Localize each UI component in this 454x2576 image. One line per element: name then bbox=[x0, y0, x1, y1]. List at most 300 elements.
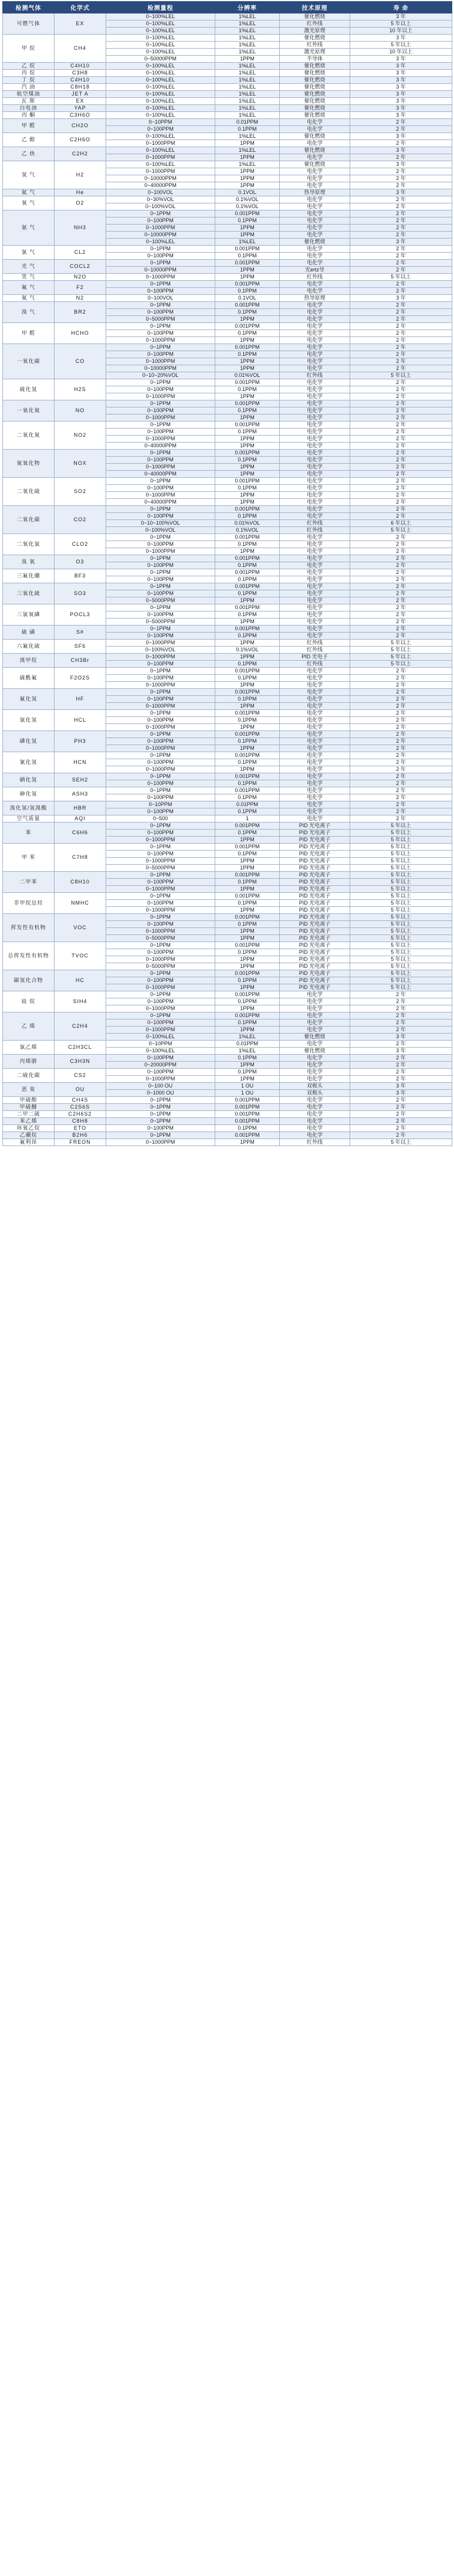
cell-gas-name: 氨 气 bbox=[3, 210, 55, 246]
cell-technology: 电化学 bbox=[280, 499, 350, 506]
cell-technology: 电化学 bbox=[280, 513, 350, 520]
cell-technology: 电化学 bbox=[280, 246, 350, 253]
table-row bbox=[3, 98, 452, 105]
cell-technology: 电化学 bbox=[280, 752, 350, 759]
cell-life: 2 年 bbox=[350, 689, 452, 696]
cell-range: 0~1PPM bbox=[106, 583, 215, 590]
cell-range: 0~5000PPM bbox=[106, 865, 215, 872]
cell-technology: 电化学 bbox=[280, 1041, 350, 1048]
cell-life: 2 年 bbox=[350, 288, 452, 295]
cell-resolution: 0.001PPM bbox=[215, 1097, 280, 1104]
cell-technology: 电化学 bbox=[280, 583, 350, 590]
cell-gas-name: 乙硼烷 bbox=[3, 1132, 55, 1139]
cell-gas-name: 二氧化氯 bbox=[3, 534, 55, 555]
cell-technology: 电化学 bbox=[280, 288, 350, 295]
cell-range: 0~100PPM bbox=[106, 949, 215, 956]
cell-range: 0~1PPM bbox=[106, 478, 215, 485]
table-row bbox=[3, 1041, 452, 1048]
cell-life: 2 年 bbox=[350, 675, 452, 682]
cell-resolution: 0.001PPM bbox=[215, 970, 280, 977]
cell-resolution: 1%LEL bbox=[215, 77, 280, 84]
cell-technology: 电化学 bbox=[280, 414, 350, 422]
cell-resolution: 1PPM bbox=[215, 766, 280, 773]
cell-life: 5 年以上 bbox=[350, 837, 452, 844]
cell-technology: 电化学 bbox=[280, 443, 350, 450]
cell-life: 2 年 bbox=[350, 1132, 452, 1139]
cell-formula: TVOC bbox=[55, 942, 106, 970]
cell-technology: 电化学 bbox=[280, 618, 350, 626]
cell-life: 5 年以上 bbox=[350, 640, 452, 647]
cell-life: 2 年 bbox=[350, 1041, 452, 1048]
table-row bbox=[3, 274, 452, 281]
cell-technology: 电化学 bbox=[280, 794, 350, 801]
cell-resolution: 0.1PPM bbox=[215, 1019, 280, 1027]
cell-resolution: 0.001PPM bbox=[215, 872, 280, 879]
cell-range: 0~1000PPM bbox=[106, 837, 215, 844]
cell-resolution: 0.001PPM bbox=[215, 1132, 280, 1139]
cell-range: 0~40000PPM bbox=[106, 471, 215, 478]
table-row bbox=[3, 119, 452, 126]
cell-formula: C2H6S2 bbox=[55, 1111, 106, 1118]
cell-technology: 红外线 bbox=[280, 520, 350, 527]
cell-life: 3 年 bbox=[350, 189, 452, 196]
cell-resolution: 0.1PPM bbox=[215, 126, 280, 133]
cell-resolution: 0.1PPM bbox=[215, 998, 280, 1005]
cell-formula: F2O2S bbox=[55, 668, 106, 689]
cell-range: 0~1000PPM bbox=[106, 1027, 215, 1034]
cell-gas-name: 丁 烷 bbox=[3, 77, 55, 84]
cell-life: 2 年 bbox=[350, 745, 452, 752]
cell-range: 0~100PPM bbox=[106, 759, 215, 766]
cell-life: 5 年以上 bbox=[350, 527, 452, 534]
cell-range: 0~100PPM bbox=[106, 611, 215, 618]
cell-range: 0~30%VOL bbox=[106, 196, 215, 203]
cell-resolution: 0.001PPM bbox=[215, 302, 280, 309]
table-row bbox=[3, 1125, 452, 1132]
cell-range: 0~10~20%VOL bbox=[106, 372, 215, 379]
cell-range: 0~1000PPM bbox=[106, 984, 215, 991]
cell-technology: 电化学 bbox=[280, 506, 350, 513]
cell-resolution: 0.001PPM bbox=[215, 210, 280, 218]
cell-formula: C8H10 bbox=[55, 872, 106, 893]
cell-technology: 催化燃烧 bbox=[280, 98, 350, 105]
cell-life: 2 年 bbox=[350, 1055, 452, 1062]
cell-life: 5 年以上 bbox=[350, 830, 452, 837]
cell-technology: 电化学 bbox=[280, 1125, 350, 1132]
table-row bbox=[3, 815, 452, 823]
cell-life: 2 年 bbox=[350, 379, 452, 386]
cell-resolution: 0.1PPM bbox=[215, 576, 280, 583]
cell-range: 0~1PPM bbox=[106, 1132, 215, 1139]
cell-range: 0~1PPM bbox=[106, 914, 215, 921]
cell-range: 0~10000PPM bbox=[106, 232, 215, 239]
cell-range: 0~100%LEL bbox=[106, 1034, 215, 1041]
cell-formula: HBR bbox=[55, 801, 106, 815]
cell-gas-name: 砷化氢 bbox=[3, 787, 55, 801]
cell-resolution: 0.001PPM bbox=[215, 626, 280, 633]
cell-gas-name: 瓦 斯 bbox=[3, 98, 55, 105]
cell-range: 0~1000 OU bbox=[106, 1090, 215, 1097]
table-row bbox=[3, 422, 452, 429]
cell-life: 2 年 bbox=[350, 225, 452, 232]
cell-technology: PID 光电离子 bbox=[280, 935, 350, 942]
cell-technology: 电化学 bbox=[280, 766, 350, 773]
cell-technology: 电化学 bbox=[280, 1019, 350, 1027]
cell-range: 0~1PPM bbox=[106, 1111, 215, 1118]
cell-technology: 电化学 bbox=[280, 759, 350, 766]
cell-formula: C4H10 bbox=[55, 63, 106, 70]
cell-life: 2 年 bbox=[350, 696, 452, 703]
cell-range: 0~10PPM bbox=[106, 1041, 215, 1048]
cell-life: 2 年 bbox=[350, 731, 452, 738]
cell-formula: AQI bbox=[55, 815, 106, 823]
cell-range: 0~100VOL bbox=[106, 189, 215, 196]
table-row bbox=[3, 302, 452, 309]
cell-technology: 电化学 bbox=[280, 218, 350, 225]
cell-gas-name: 丙 酮 bbox=[3, 112, 55, 119]
cell-technology: 电化学 bbox=[280, 1012, 350, 1019]
cell-life: 2 年 bbox=[350, 1005, 452, 1012]
cell-technology: PID 光电离子 bbox=[280, 872, 350, 879]
cell-range: 0~100PPM bbox=[106, 1055, 215, 1062]
cell-range: 0~10000PPM bbox=[106, 175, 215, 182]
cell-resolution: 0.001PPM bbox=[215, 534, 280, 541]
cell-range: 0~1PPM bbox=[106, 787, 215, 794]
table-row bbox=[3, 400, 452, 407]
cell-technology: PID 光电离子 bbox=[280, 963, 350, 970]
table-row bbox=[3, 1055, 452, 1062]
cell-life: 2 年 bbox=[350, 1019, 452, 1027]
cell-life: 3 年 bbox=[350, 105, 452, 112]
cell-range: 0~100%LEL bbox=[106, 112, 215, 119]
cell-resolution: 0.1VOL bbox=[215, 295, 280, 302]
cell-life: 2 年 bbox=[350, 597, 452, 604]
cell-resolution: 0.001PPM bbox=[215, 260, 280, 267]
table-row bbox=[3, 295, 452, 302]
cell-gas-name: 丙 烷 bbox=[3, 70, 55, 77]
cell-life: 2 年 bbox=[350, 555, 452, 562]
cell-range: 0~100%LEL bbox=[106, 133, 215, 140]
table-row bbox=[3, 668, 452, 675]
cell-resolution: 0.1PPM bbox=[215, 661, 280, 668]
cell-formula: HF bbox=[55, 689, 106, 710]
column-header-formula: 化学式 bbox=[55, 2, 106, 13]
cell-range: 0~1PPM bbox=[106, 1012, 215, 1019]
cell-gas-name: 笑 气 bbox=[3, 274, 55, 281]
cell-range: 0~5000PPM bbox=[106, 597, 215, 604]
cell-life: 5 年以上 bbox=[350, 984, 452, 991]
cell-resolution: 0.1PPM bbox=[215, 851, 280, 858]
cell-range: 0~1PPM bbox=[106, 626, 215, 633]
table-header bbox=[3, 2, 452, 13]
cell-range: 0~1PPM bbox=[106, 668, 215, 675]
cell-resolution: 0.001PPM bbox=[215, 450, 280, 457]
cell-technology: PID 光电子 bbox=[280, 654, 350, 661]
cell-range: 0~100PPM bbox=[106, 562, 215, 569]
cell-gas-name: 二甲苯 bbox=[3, 872, 55, 893]
table-row bbox=[3, 1069, 452, 1076]
cell-formula: C2H3CL bbox=[55, 1041, 106, 1055]
cell-resolution: 0.001PPM bbox=[215, 668, 280, 675]
table-row bbox=[3, 189, 452, 196]
cell-range: 0~100PPM bbox=[106, 351, 215, 358]
cell-formula: C3H6O bbox=[55, 112, 106, 119]
cell-resolution: 0.001PPM bbox=[215, 1118, 280, 1125]
cell-life: 2 年 bbox=[350, 513, 452, 520]
cell-technology: 激光原理 bbox=[280, 28, 350, 35]
cell-technology: 催化燃烧 bbox=[280, 70, 350, 77]
cell-formula: N2 bbox=[55, 295, 106, 302]
cell-life: 2 年 bbox=[350, 140, 452, 147]
table-row bbox=[3, 991, 452, 998]
cell-life: 2 年 bbox=[350, 611, 452, 618]
cell-formula: NOX bbox=[55, 450, 106, 478]
cell-resolution: 1%LEL bbox=[215, 105, 280, 112]
table-row bbox=[3, 161, 452, 168]
table-row bbox=[3, 893, 452, 900]
cell-technology: 激光原理 bbox=[280, 49, 350, 56]
table-row bbox=[3, 823, 452, 830]
cell-gas-name: 氯化氢 bbox=[3, 710, 55, 731]
cell-range: 0~100PPM bbox=[106, 1019, 215, 1027]
cell-resolution: 0.1PPM bbox=[215, 830, 280, 837]
cell-resolution: 0.001PPM bbox=[215, 323, 280, 330]
cell-technology: 电化学 bbox=[280, 787, 350, 794]
cell-resolution: 1PPM bbox=[215, 393, 280, 400]
cell-technology: 电化学 bbox=[280, 478, 350, 485]
cell-life: 2 年 bbox=[350, 1027, 452, 1034]
cell-formula: O3 bbox=[55, 555, 106, 569]
cell-life: 2 年 bbox=[350, 365, 452, 372]
cell-formula: H2S bbox=[55, 379, 106, 400]
cell-technology: PID 光电离子 bbox=[280, 830, 350, 837]
cell-resolution: 0.01%VOL bbox=[215, 520, 280, 527]
cell-life: 5 年以上 bbox=[350, 274, 452, 281]
cell-resolution: 0.01PPM bbox=[215, 801, 280, 808]
cell-resolution: 1PPM bbox=[215, 928, 280, 935]
cell-range: 0~40000PPM bbox=[106, 499, 215, 506]
cell-technology: 催化燃烧 bbox=[280, 133, 350, 140]
cell-life: 2 年 bbox=[350, 506, 452, 513]
cell-life: 2 年 bbox=[350, 787, 452, 794]
cell-resolution: 0.01PPM bbox=[215, 1041, 280, 1048]
cell-life: 2 年 bbox=[350, 590, 452, 597]
cell-range: 0~100%LEL bbox=[106, 91, 215, 98]
cell-life: 5 年以上 bbox=[350, 21, 452, 28]
gas-detection-table bbox=[2, 1, 452, 1146]
cell-range: 0~100%LEL bbox=[106, 1048, 215, 1055]
cell-range: 0~100PPM bbox=[106, 696, 215, 703]
cell-technology: 电化学 bbox=[280, 302, 350, 309]
cell-life: 2 年 bbox=[350, 724, 452, 731]
cell-resolution: 0.001PPM bbox=[215, 379, 280, 386]
cell-gas-name: 丙烯腈 bbox=[3, 1055, 55, 1069]
cell-life: 5 年以上 bbox=[350, 956, 452, 963]
table-row bbox=[3, 105, 452, 112]
cell-resolution: 0.01%VOL bbox=[215, 372, 280, 379]
cell-range: 0~1PPM bbox=[106, 534, 215, 541]
cell-technology: PID 光电离子 bbox=[280, 893, 350, 900]
cell-formula: C6H6 bbox=[55, 823, 106, 844]
cell-resolution: 0.1PPM bbox=[215, 309, 280, 316]
cell-resolution: 0.1%VOL bbox=[215, 196, 280, 203]
table-row bbox=[3, 260, 452, 267]
cell-technology: 红外线 bbox=[280, 647, 350, 654]
cell-range: 0~1PPM bbox=[106, 246, 215, 253]
cell-life: 2 年 bbox=[350, 618, 452, 626]
cell-gas-name: 三氟化硼 bbox=[3, 569, 55, 583]
cell-range: 0~1PPM bbox=[106, 210, 215, 218]
cell-formula: OU bbox=[55, 1083, 106, 1097]
cell-range: 0~1PPM bbox=[106, 450, 215, 457]
cell-resolution: 0.1PPM bbox=[215, 485, 280, 492]
cell-life: 3 年 bbox=[350, 77, 452, 84]
cell-gas-name: 白电油 bbox=[3, 105, 55, 112]
cell-resolution: 1PPM bbox=[215, 837, 280, 844]
cell-gas-name: 总挥发性有机物 bbox=[3, 942, 55, 970]
cell-gas-name: 氧 气 bbox=[3, 196, 55, 210]
cell-life: 2 年 bbox=[350, 393, 452, 400]
cell-range: 0~100PPM bbox=[106, 457, 215, 464]
cell-range: 0~100PPM bbox=[106, 253, 215, 260]
cell-technology: PID 光电离子 bbox=[280, 928, 350, 935]
cell-range: 0~1PPM bbox=[106, 506, 215, 513]
cell-resolution: 1%LEL bbox=[215, 91, 280, 98]
cell-life: 2 年 bbox=[350, 203, 452, 210]
cell-life: 2 年 bbox=[350, 766, 452, 773]
cell-gas-name: 二氧化碳 bbox=[3, 506, 55, 534]
cell-life: 2 年 bbox=[350, 534, 452, 541]
table-row bbox=[3, 112, 452, 119]
cell-gas-name: 甲 烷 bbox=[3, 35, 55, 63]
cell-resolution: 1PPM bbox=[215, 499, 280, 506]
table-row bbox=[3, 506, 452, 513]
cell-technology: 催化燃烧 bbox=[280, 84, 350, 91]
cell-resolution: 1PPM bbox=[215, 1139, 280, 1146]
cell-technology: 电化学 bbox=[280, 175, 350, 182]
cell-resolution: 1 OU bbox=[215, 1083, 280, 1090]
cell-range: 0~1PPM bbox=[106, 422, 215, 429]
cell-range: 0~1000PPM bbox=[106, 928, 215, 935]
cell-range: 0~1000PPM bbox=[106, 393, 215, 400]
cell-resolution: 0.1PPM bbox=[215, 562, 280, 569]
cell-technology: 电化学 bbox=[280, 668, 350, 675]
cell-resolution: 1PPM bbox=[215, 1027, 280, 1034]
cell-technology: 电化学 bbox=[280, 590, 350, 597]
cell-range: 0~100%LEL bbox=[106, 105, 215, 112]
cell-technology: 电化学 bbox=[280, 119, 350, 126]
cell-resolution: 1PPM bbox=[215, 471, 280, 478]
cell-technology: 催化燃烧 bbox=[280, 13, 350, 21]
cell-life: 2 年 bbox=[350, 450, 452, 457]
cell-range: 0~100%VOL bbox=[106, 203, 215, 210]
cell-gas-name: 臭 氧 bbox=[3, 555, 55, 569]
cell-technology: 电化学 bbox=[280, 562, 350, 569]
cell-range: 0~100PPM bbox=[106, 541, 215, 548]
table-row bbox=[3, 1111, 452, 1118]
cell-range: 0~1000PPM bbox=[106, 766, 215, 773]
cell-resolution: 0.001PPM bbox=[215, 478, 280, 485]
cell-range: 0~1000PPM bbox=[106, 168, 215, 175]
cell-life: 2 年 bbox=[350, 210, 452, 218]
cell-range: 0~1PPM bbox=[106, 872, 215, 879]
cell-gas-name: 汽 油 bbox=[3, 84, 55, 91]
cell-technology: 催化燃烧 bbox=[280, 1034, 350, 1041]
cell-life: 5 年以上 bbox=[350, 844, 452, 851]
cell-range: 0~100%VOL bbox=[106, 647, 215, 654]
cell-technology: 电化学 bbox=[280, 710, 350, 717]
cell-resolution: 1PPM bbox=[215, 597, 280, 604]
cell-technology: 红外线 bbox=[280, 42, 350, 49]
cell-resolution: 0.1%VOL bbox=[215, 527, 280, 534]
cell-resolution: 1%LEL bbox=[215, 1048, 280, 1055]
cell-life: 2 年 bbox=[350, 232, 452, 239]
cell-resolution: 1PPM bbox=[215, 225, 280, 232]
cell-technology: 电化学 bbox=[280, 731, 350, 738]
cell-life: 2 年 bbox=[350, 991, 452, 998]
cell-range: 0~1000PPM bbox=[106, 337, 215, 344]
cell-technology: PID 光电离子 bbox=[280, 851, 350, 858]
table-row bbox=[3, 1012, 452, 1019]
cell-resolution: 0.1PPM bbox=[215, 738, 280, 745]
cell-range: 0~1000PPM bbox=[106, 858, 215, 865]
cell-technology: PID 光电离子 bbox=[280, 879, 350, 886]
cell-range: 0~1PPM bbox=[106, 773, 215, 780]
cell-life: 2 年 bbox=[350, 478, 452, 485]
cell-life: 2 年 bbox=[350, 998, 452, 1005]
cell-resolution: 0.001PPM bbox=[215, 752, 280, 759]
cell-life: 2 年 bbox=[350, 344, 452, 351]
cell-gas-name: 氯 气 bbox=[3, 246, 55, 260]
cell-formula: BF3 bbox=[55, 569, 106, 583]
cell-technology: 半导体 bbox=[280, 56, 350, 63]
cell-resolution: 0.001PPM bbox=[215, 731, 280, 738]
cell-life: 2 年 bbox=[350, 119, 452, 126]
cell-resolution: 0.1PPM bbox=[215, 717, 280, 724]
cell-life: 2 年 bbox=[350, 358, 452, 365]
cell-life: 3 年 bbox=[350, 13, 452, 21]
cell-technology: 电化学 bbox=[280, 611, 350, 618]
cell-range: 0~100%LEL bbox=[106, 13, 215, 21]
cell-range: 0~100PPM bbox=[106, 407, 215, 414]
cell-technology: 催化燃烧 bbox=[280, 147, 350, 154]
cell-technology: 电化学 bbox=[280, 436, 350, 443]
cell-range: 0~5000PPM bbox=[106, 316, 215, 323]
cell-technology: 电化学 bbox=[280, 126, 350, 133]
cell-range: 0~10000PPM bbox=[106, 365, 215, 372]
cell-range: 0~1PPM bbox=[106, 689, 215, 696]
cell-formula: NO bbox=[55, 400, 106, 422]
cell-life: 2 年 bbox=[350, 668, 452, 675]
cell-life: 2 年 bbox=[350, 569, 452, 576]
cell-range: 0~1000PPM bbox=[106, 724, 215, 731]
cell-resolution: 1PPM bbox=[215, 274, 280, 281]
cell-life: 2 年 bbox=[350, 1076, 452, 1083]
cell-resolution: 0.1PPM bbox=[215, 1055, 280, 1062]
table-row bbox=[3, 379, 452, 386]
cell-technology: 催化燃烧 bbox=[280, 161, 350, 168]
cell-resolution: 1%LEL bbox=[215, 63, 280, 70]
cell-technology: 电化学 bbox=[280, 815, 350, 823]
cell-technology: 电化学 bbox=[280, 225, 350, 232]
cell-gas-name: 光 气 bbox=[3, 260, 55, 274]
cell-technology: 电化学 bbox=[280, 801, 350, 808]
cell-technology: 电化学 bbox=[280, 633, 350, 640]
cell-resolution: 0.1PPM bbox=[215, 386, 280, 393]
cell-range: 0~100VOL bbox=[106, 295, 215, 302]
cell-technology: 电化学 bbox=[280, 998, 350, 1005]
table-row bbox=[3, 970, 452, 977]
